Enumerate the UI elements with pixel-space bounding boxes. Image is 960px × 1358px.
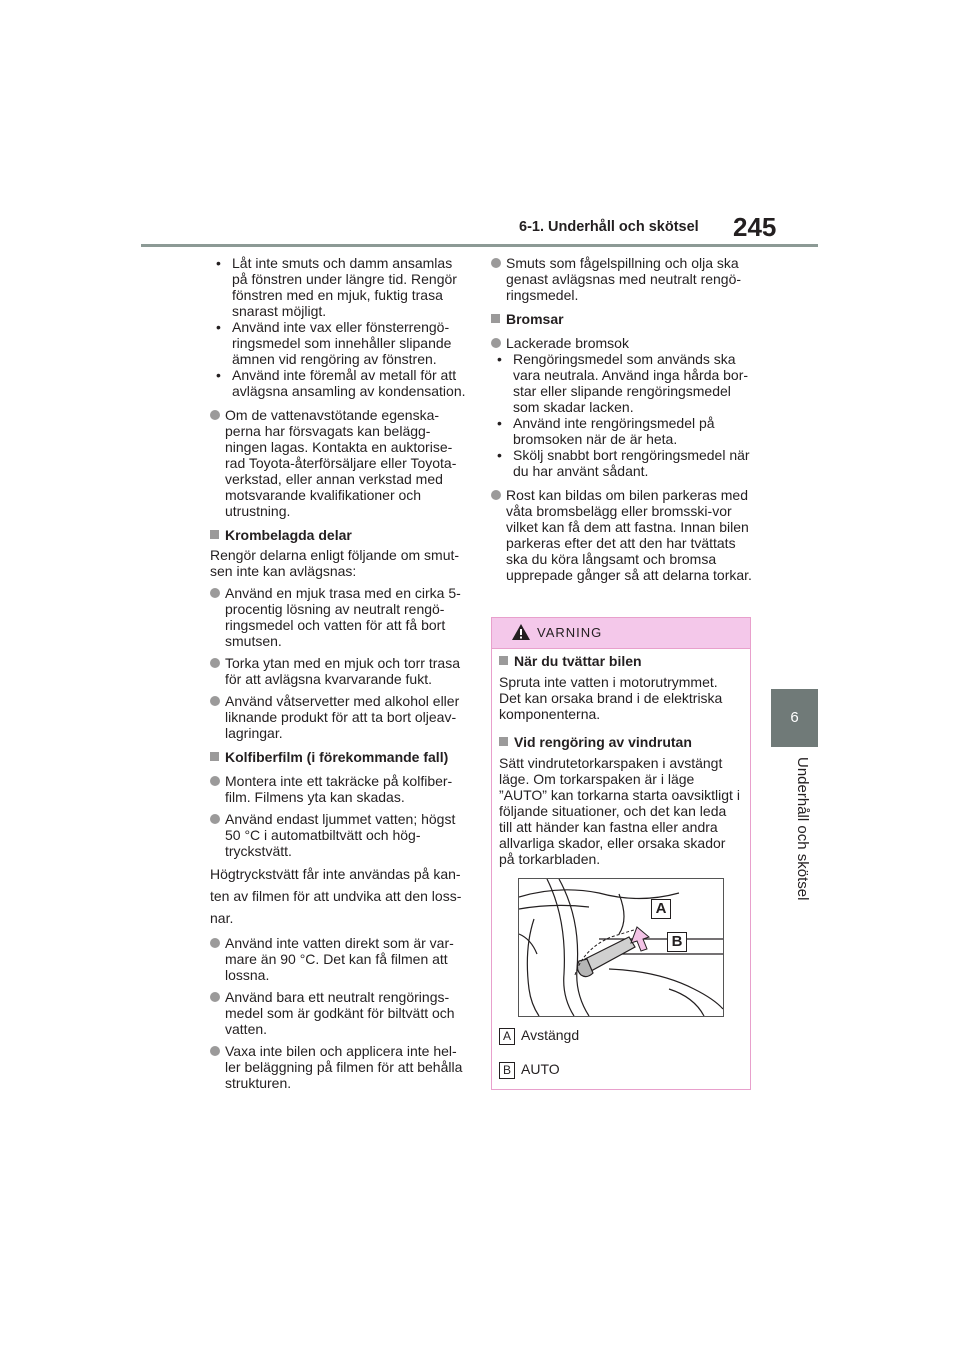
wiper-lever-illustration (518, 878, 724, 1017)
paragraph: Spruta inte vatten i motorutrymmet. Det kan orsaka brand i de elektriska komponenterna. (499, 674, 723, 722)
bullet-item: Vaxa inte bilen och applicera inte hel-ler beläggning på filmen för att behålla strukturen. (210, 1043, 468, 1091)
warning-title: VARNING (537, 625, 603, 640)
paragraph: Rengör delarna enligt följande om smut-sen inte kan avlägsnas: (210, 547, 460, 579)
bullet-item: Använd bara ett neutralt rengörings-medel som är godkänt för biltvätt och vatten. (210, 989, 468, 1037)
paragraph: Högtryckstvätt får inte användas på kan-ten av filmen för att undvika att den loss-nar. (210, 866, 462, 926)
bullet-item: Använd inte vatten direkt som är var-mare än 90 °C. Det kan få filmen att lossna. (210, 935, 468, 983)
section-heading: Krombelagda delar (210, 527, 468, 543)
legend-b (499, 1061, 560, 1079)
legend-b-text: AUTO (521, 1061, 560, 1077)
warning-box (491, 617, 751, 1090)
steering-column-drawing (519, 879, 723, 1016)
section-heading: Kolfiberfilm (i förekommande fall) (210, 749, 468, 765)
callout-b: B (667, 932, 687, 952)
bullet-item: Lackerade bromsok (491, 335, 753, 351)
warning-body (499, 653, 743, 867)
bullet-item: Torka ytan med en mjuk och torr trasa för att avlägsna kvarvarande fukt. (210, 655, 468, 687)
chapter-tab-label: Underhåll och skötsel (794, 757, 811, 901)
legend-b-key: B (499, 1062, 515, 1079)
warning-header (492, 618, 750, 649)
bullet-item: Rost kan bildas om bilen parkeras med våta bromsbelägg eller bromsski-vor vilket kan få dem att fastna. Innan bilen parkeras efter det att den har tvättats ska du köra långsamt och bromsa upprepade gånger så att delarna torkar. (491, 487, 753, 583)
dash-item: • Använd inte rengöringsmedel på bromsoken när de är heta. (491, 415, 753, 447)
section-heading: När du tvättar bilen (499, 653, 743, 669)
paragraph: Sätt vindrutetorkarspaken i avstängt läge. Om torkarspaken är i läge ”AUTO” kan torkarna starta oavsiktligt i följande situationer, och det kan leda till att händer kan fastna eller andra allvarliga skador, eller orsaka skador på torkarbladen. (499, 755, 740, 867)
bullet-item: Använd våtservetter med alkohol eller liknande produkt för att ta bort oljeav-lagringar. (210, 693, 468, 741)
page-number: 245 (733, 212, 777, 242)
header-divider (141, 244, 818, 247)
dash-item: • Låt inte smuts och damm ansamlas på fönstren under längre tid. Rengör fönstren med en mjuk, fuktig trasa snarast möjligt. (210, 255, 468, 319)
legend-a-key: A (499, 1028, 515, 1045)
legend-a-text: Avstängd (521, 1027, 580, 1043)
dash-item: • Använd inte föremål av metall för att avlägsna ansamling av kondensation. (210, 367, 468, 399)
left-column (210, 255, 468, 1091)
callout-a: A (651, 899, 671, 919)
legend-a (499, 1027, 579, 1045)
warning-triangle-icon (511, 623, 531, 641)
section-heading: Vid rengöring av vindrutan (499, 734, 743, 750)
dash-item: • Rengöringsmedel som används ska vara neutrala. Använd inga hårda bor-star eller slipande rengöringsmedel som skadar lacken. (491, 351, 753, 415)
bullet-item: Använd en mjuk trasa med en cirka 5-procentig lösning av neutralt rengö-ringsmedel och vatten för att få bort smutsen. (210, 585, 468, 649)
dash-item: • Använd inte vax eller fönsterrengö-ringsmedel som innehåller slipande ämnen vid rengöring av fönstren. (210, 319, 468, 367)
bullet-item: Smuts som fågelspillning och olja ska genast avlägsnas med neutralt rengö-ringsmedel. (491, 255, 753, 303)
dash-item: • Skölj snabbt bort rengöringsmedel när du har använt sådant. (491, 447, 753, 479)
section-title: 6-1. Underhåll och skötsel (519, 219, 699, 235)
chapter-tab: 6 (771, 689, 818, 747)
bullet-item: Använd endast ljummet vatten; högst 50 °C i automatbiltvätt och hög-tryckstvätt. (210, 811, 468, 859)
bullet-item: Om de vattenavstötande egenska-perna har försvagats kan belägg-ningen lagas. Kontakta en auktorise-rad Toyota-återförsäljare eller Toyota-verkstad, eller annan verkstad med motsvarande kvalifikationer och utrustning. (210, 407, 468, 519)
right-column (491, 255, 753, 583)
bullet-item: Montera inte ett takräcke på kolfiber-film. Filmens yta kan skadas. (210, 773, 468, 805)
section-heading: Bromsar (491, 311, 753, 327)
